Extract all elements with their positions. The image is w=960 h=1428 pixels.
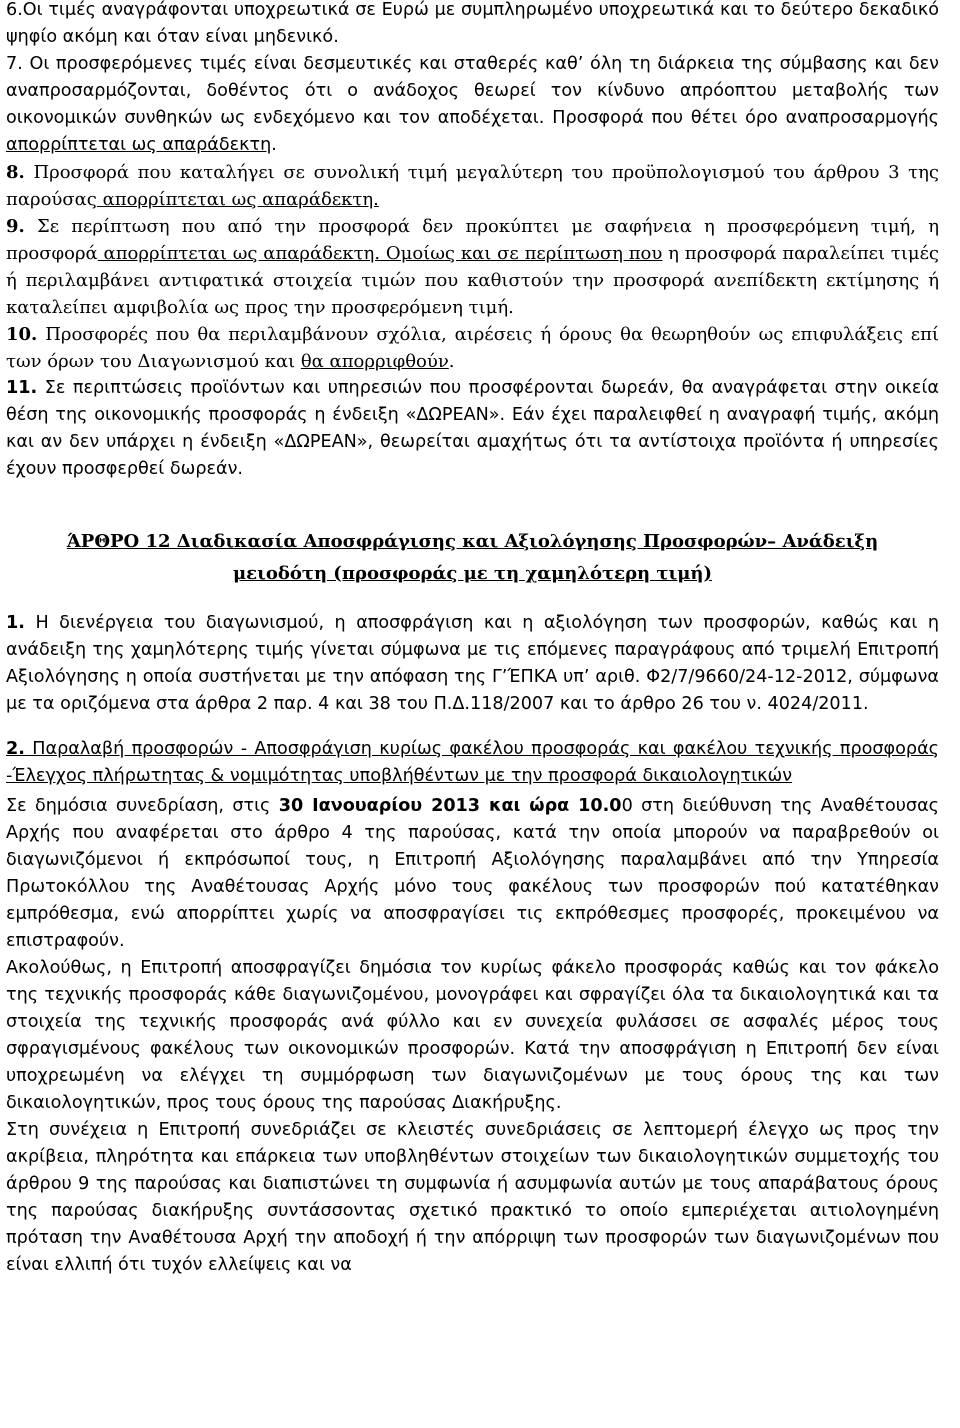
- item-text-continued: Ομοίως και σε περίπτωση που: [380, 243, 663, 264]
- item-text: Σε περίπτωση που από την προσφορά δεν προκύπτει με σαφήνεια η προσφερόμενη τιμή, η προσφορά: [6, 216, 939, 264]
- item-text: Οι προσφερόμενες τιμές είναι δεσμευτικές και σταθερές καθ’ όλη τη διάρκεια της σύμβασης και δεν αναπροσαρμόζονται, δοθέντος ότι ο ανάδοχος θεωρεί τον κίνδυνο απρόοπτου μεταβολής των οικονομικών συνθηκών ως ενδεχόμενο και τον αποδέχεται. Προσφορά που θέτει όρο αναπροσαρμογής: [6, 54, 940, 128]
- section-text: Η διενέργεια του διαγωνισμού, η αποσφράγιση και η αξιολόγηση των προσφορών, καθώς και η ανάδειξη της χαμηλότερης τιμής γίνεται σύμφωνα με τις επόμενες παραγράφους από τριμελή Επιτροπή Αξιολόγησης η οποία συστήνεται με την απόφαση της Γ’ΈΠΚΑ υπ’ αριθ. Φ2/7/9660/24-12-2012, σύμφωνα με τα οριζόμενα στα άρθρα 2 παρ. 4 και 38 του Π.Δ.118/2007 και το άρθρο 26 του ν. 4024/2011.: [6, 613, 939, 714]
- session-text: Σε δημόσια συνεδρίαση, στις: [6, 796, 279, 816]
- item-number: 11.: [6, 378, 38, 398]
- article-heading-line-1: ΆΡΘΡΟ 12 Διαδικασία Αποσφράγισης και Αξιολόγησης Προσφορών– Ανάδειξη: [66, 531, 879, 552]
- item-number: 7.: [6, 54, 23, 74]
- session-date-suffix: 0: [621, 796, 633, 816]
- article-heading-line-2: μειοδότη (προσφοράς με τη χαμηλότερη τιμή): [233, 563, 712, 584]
- session-text-continued: στη διεύθυνση της Αναθέτουσας Αρχής που αναφέρεται στο άρθρο 4 της παρούσας, κατά την οποία μπορούν να παραβρεθούν οι διαγωνιζόμενοι ή εκπρόσωποί τους, η Επιτροπή Αξιολόγησης παραλαμβάνει από την Υπηρεσία Πρωτοκόλλου της Αναθέτουσας Αρχής μόνο τους φακέλους των προσφορών πού κατατέθηκαν εμπρόθεσμα, ενώ απορρίπτει χωρίς να αποσφραγίσει τις εκπρόθεσμες προσφορές, προκειμένου να επιστραφούν.: [6, 796, 939, 951]
- paragraph-text: Ακολούθως, η Επιτροπή αποσφραγίζει δημόσια τον κυρίως φάκελο προσφοράς καθώς και τον φάκελο της τεχνικής προσφοράς κάθε διαγωνιζομένου, μονογράφει και σφραγίζει όλα τα δικαιολογητικά και τα στοιχεία της τεχνικής προσφοράς ανά φύλλο και εν συνεχεία φυλάσσει σε ασφαλές μέρος τους σφραγισμένους φακέλους των οικονομικών προσφορών. Κατά την αποσφράγιση η Επιτροπή δεν είναι υποχρεωμένη να ελέγχει τη συμμόρφωση των διαγωνιζομένων με τους όρους της και των δικαιολογητικών, προς τους όρους της παρούσας Διακήρυξης.: [6, 958, 939, 1113]
- item-text: Προσφορά που καταλήγει σε συνολική τιμή μεγαλύτερη του προϋπολογισμού του άρθρου 3 της παρούσας: [6, 162, 939, 210]
- section-1: [6, 610, 939, 718]
- item-number: 10.: [6, 324, 38, 345]
- section-2-title: [6, 736, 939, 790]
- closed-session-paragraph: [6, 1117, 939, 1279]
- article-heading: [6, 526, 939, 590]
- rejected-clause: απορρίπτεται ως απαράδεκτη.: [96, 189, 379, 210]
- section-number: 2.: [6, 739, 25, 759]
- section-title: Παραλαβή προσφορών - Αποσφράγιση κυρίως φακέλου προσφοράς και φακέλου τεχνικής προσφοράς -Έλεγχος πλήρωτητας & νομιμότητας υποβλήθέντων με την προσφορά δικαιολογητικών: [6, 739, 939, 786]
- session-paragraph: [6, 793, 939, 955]
- rejected-clause: απορρίπτεται ως απαράδεκτη.: [97, 243, 381, 264]
- item-7: [6, 51, 939, 159]
- item-number: 8.: [6, 162, 25, 183]
- session-date: 30 Ιανουαρίου 2013 και ώρα 10.0: [278, 796, 622, 816]
- paragraph-text: Στη συνέχεια η Επιτροπή συνεδριάζει σε κλειστές συνεδριάσεις σε λεπτομερή έλεγχο ως προς την ακρίβεια, πληρότητα και επάρκεια των υποβληθέντων στοιχείων των δικαιολογητικών συμμετοχής του άρθρου 9 της παρούσας και διαπιστώνει τη συμφωνία ή ασυμφωνία αυτών με τους απαράβατους όρους της παρούσας διακήρυξης συντάσσοντας σχετικό πρακτικό το οποίο εμπεριέχεται αιτιολογημένη πρόταση την Αναθέτουσα Αρχή την αποδοχή ή την απόρριψη των προσφορών των διαγωνιζομένων που είναι ελλιπή ότι τυχόν ελλείψεις και να: [6, 1120, 939, 1275]
- item-10: [6, 321, 939, 375]
- item-9: [6, 213, 939, 321]
- item-6: [6, 0, 939, 51]
- item-11: [6, 375, 939, 483]
- item-end: .: [448, 351, 455, 372]
- item-text-tail: η προσφορά παραλείπει τιμές ή περιλαμβάνει αντιφατικά στοιχεία τιμών που καθιστούν την προσφορά ανεπίδεκτη εκτίμησης ή καταλείπει αμφιβολία ως προς την προσφερόμενη τιμή.: [6, 243, 940, 318]
- rejected-clause: απορρίπτεται ως απαράδεκτη: [6, 135, 272, 155]
- item-8: [6, 159, 939, 213]
- section-number: 1.: [6, 613, 25, 633]
- item-end: .: [271, 135, 277, 155]
- item-text: Οι τιμές αναγράφονται υποχρεωτικά σε Ευρώ με συμπληρωμένο υποχρεωτικά και το δεύτερο δεκαδικό ψηφίο ακόμη και όταν είναι μηδενικό.: [6, 0, 939, 47]
- item-number: 6.: [6, 0, 23, 20]
- item-number: 9.: [6, 216, 25, 237]
- item-text: Προσφορές που θα περιλαμβάνουν σχόλια, αιρέσεις ή όρους θα θεωρηθούν ως επιφυλάξεις επί των όρων του Διαγωνισμού και: [6, 324, 939, 372]
- item-text: Σε περιπτώσεις προϊόντων και υπηρεσιών που προσφέρονται δωρεάν, θα αναγράφεται στην οικεία θέση της οικονομικής προσφοράς η ένδειξη «ΔΩΡΕΑΝ». Εάν έχει παραλειφθεί η αναγραφή τιμής, ακόμη και αν δεν υπάρχει η ένδειξη «ΔΩΡΕΑΝ», θεωρείται αμαχήτως ότι τα αντίστοιχα προϊόντα ή υπηρεσίες έχουν προσφερθεί δωρεάν.: [6, 378, 939, 479]
- rejected-clause: θα απορριφθούν: [300, 351, 449, 372]
- follow-up-paragraph: [6, 955, 939, 1117]
